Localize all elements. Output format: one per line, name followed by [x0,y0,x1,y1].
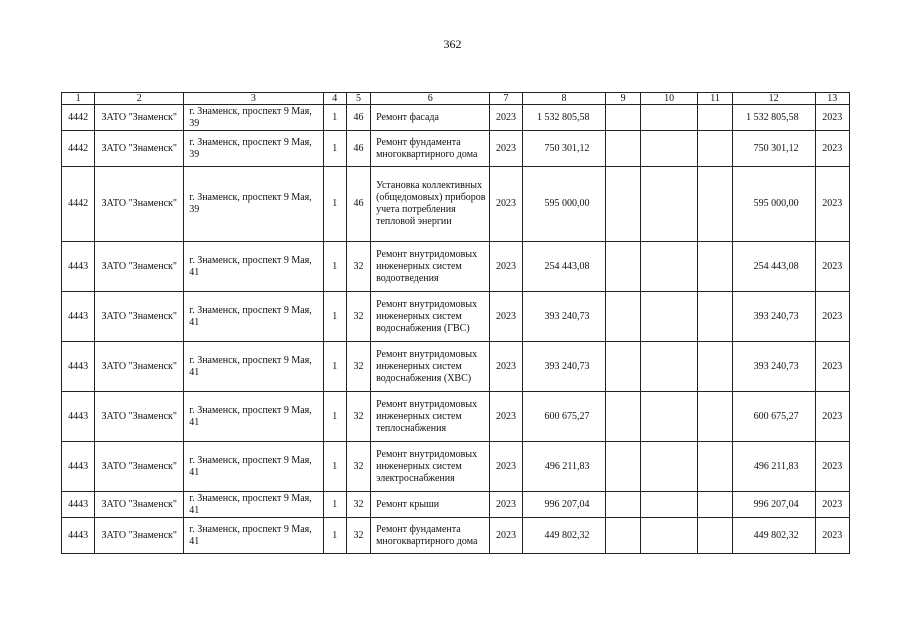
cell-work-type: Ремонт фасада [371,105,490,131]
table-row [62,242,850,292]
cell-col9 [606,105,640,131]
cell-municipality: ЗАТО "Знаменск" [95,342,184,392]
cell-end-year: 2023 [815,392,849,442]
cell-end-year: 2023 [815,292,849,342]
cell-cost: 595 000,00 [522,167,606,242]
cell-cost: 496 211,83 [522,442,606,492]
cell-col10 [640,292,698,342]
cell-col9 [606,342,640,392]
cell-end-year: 2023 [815,342,849,392]
cell-col5: 32 [346,442,370,492]
table-row [62,442,850,492]
cell-col5: 32 [346,242,370,292]
cell-municipality: ЗАТО "Знаменск" [95,292,184,342]
cell-number: 4443 [62,442,95,492]
cell-address: г. Знаменск, проспект 9 Мая, 41 [184,292,323,342]
column-header: 7 [490,93,522,105]
cell-cost: 600 675,27 [522,392,606,442]
cell-total: 595 000,00 [732,167,815,242]
cell-address: г. Знаменск, проспект 9 Мая, 39 [184,167,323,242]
capital-repair-table [61,92,850,554]
cell-col4: 1 [323,242,346,292]
cell-col10 [640,492,698,518]
cell-address: г. Знаменск, проспект 9 Мая, 41 [184,442,323,492]
cell-municipality: ЗАТО "Знаменск" [95,442,184,492]
cell-col9 [606,242,640,292]
cell-total: 496 211,83 [732,442,815,492]
cell-col4: 1 [323,131,346,167]
cell-address: г. Знаменск, проспект 9 Мая, 39 [184,131,323,167]
cell-col9 [606,442,640,492]
cell-number: 4442 [62,167,95,242]
column-header: 2 [95,93,184,105]
cell-col5: 46 [346,167,370,242]
cell-col11 [698,442,732,492]
cell-work-type: Ремонт фундамента многоквартирного дома [371,518,490,554]
cell-total: 393 240,73 [732,342,815,392]
cell-end-year: 2023 [815,105,849,131]
cell-end-year: 2023 [815,167,849,242]
cell-work-type: Установка коллективных (общедомовых) приборов учета потребления тепловой энергии [371,167,490,242]
cell-end-year: 2023 [815,492,849,518]
cell-col5: 32 [346,518,370,554]
cell-year: 2023 [490,242,522,292]
column-header: 1 [62,93,95,105]
cell-work-type: Ремонт внутридомовых инженерных систем электроснабжения [371,442,490,492]
cell-municipality: ЗАТО "Знаменск" [95,492,184,518]
cell-col10 [640,105,698,131]
cell-col5: 46 [346,131,370,167]
cell-col4: 1 [323,292,346,342]
cell-cost: 1 532 805,58 [522,105,606,131]
cell-work-type: Ремонт внутридомовых инженерных систем водоснабжения (ХВС) [371,342,490,392]
cell-col11 [698,492,732,518]
cell-year: 2023 [490,518,522,554]
cell-cost: 449 802,32 [522,518,606,554]
table-row [62,131,850,167]
cell-col10 [640,167,698,242]
cell-year: 2023 [490,167,522,242]
cell-number: 4443 [62,342,95,392]
cell-col11 [698,105,732,131]
cell-col9 [606,392,640,442]
cell-year: 2023 [490,105,522,131]
cell-total: 393 240,73 [732,292,815,342]
cell-col5: 32 [346,392,370,442]
cell-total: 600 675,27 [732,392,815,442]
table-row [62,518,850,554]
cell-municipality: ЗАТО "Знаменск" [95,131,184,167]
cell-col11 [698,342,732,392]
cell-municipality: ЗАТО "Знаменск" [95,392,184,442]
cell-col10 [640,442,698,492]
cell-col5: 32 [346,342,370,392]
cell-number: 4442 [62,105,95,131]
cell-col11 [698,167,732,242]
cell-end-year: 2023 [815,442,849,492]
cell-address: г. Знаменск, проспект 9 Мая, 41 [184,492,323,518]
cell-work-type: Ремонт внутридомовых инженерных систем теплоснабжения [371,392,490,442]
cell-cost: 254 443,08 [522,242,606,292]
cell-year: 2023 [490,131,522,167]
cell-col9 [606,492,640,518]
cell-col11 [698,518,732,554]
cell-end-year: 2023 [815,131,849,167]
column-header: 12 [732,93,815,105]
cell-work-type: Ремонт фундамента многоквартирного дома [371,131,490,167]
column-header: 8 [522,93,606,105]
cell-year: 2023 [490,392,522,442]
cell-col10 [640,242,698,292]
cell-col11 [698,292,732,342]
column-header: 13 [815,93,849,105]
cell-work-type: Ремонт внутридомовых инженерных систем водоотведения [371,242,490,292]
cell-total: 1 532 805,58 [732,105,815,131]
cell-col4: 1 [323,518,346,554]
cell-end-year: 2023 [815,242,849,292]
cell-cost: 996 207,04 [522,492,606,518]
cell-municipality: ЗАТО "Знаменск" [95,105,184,131]
table-row [62,492,850,518]
cell-col4: 1 [323,442,346,492]
cell-col4: 1 [323,492,346,518]
column-header: 3 [184,93,323,105]
column-header: 10 [640,93,698,105]
cell-col4: 1 [323,342,346,392]
column-header: 4 [323,93,346,105]
cell-work-type: Ремонт крыши [371,492,490,518]
column-header: 6 [371,93,490,105]
cell-col5: 46 [346,105,370,131]
table-row [62,342,850,392]
cell-year: 2023 [490,342,522,392]
cell-col11 [698,131,732,167]
table-row [62,167,850,242]
cell-number: 4443 [62,518,95,554]
cell-number: 4443 [62,292,95,342]
cell-col11 [698,392,732,442]
cell-work-type: Ремонт внутридомовых инженерных систем водоснабжения (ГВС) [371,292,490,342]
cell-number: 4443 [62,492,95,518]
cell-municipality: ЗАТО "Знаменск" [95,518,184,554]
cell-col5: 32 [346,492,370,518]
cell-year: 2023 [490,492,522,518]
cell-total: 254 443,08 [732,242,815,292]
cell-total: 449 802,32 [732,518,815,554]
cell-col4: 1 [323,105,346,131]
cell-total: 996 207,04 [732,492,815,518]
cell-year: 2023 [490,292,522,342]
cell-col4: 1 [323,392,346,442]
cell-col5: 32 [346,292,370,342]
cell-col11 [698,242,732,292]
cell-col10 [640,342,698,392]
cell-col9 [606,292,640,342]
cell-year: 2023 [490,442,522,492]
cell-address: г. Знаменск, проспект 9 Мая, 41 [184,392,323,442]
table-row [62,292,850,342]
cell-col4: 1 [323,167,346,242]
cell-address: г. Знаменск, проспект 9 Мая, 41 [184,342,323,392]
cell-col10 [640,518,698,554]
cell-col10 [640,392,698,442]
cell-cost: 393 240,73 [522,292,606,342]
cell-col9 [606,131,640,167]
column-header: 5 [346,93,370,105]
cell-col9 [606,167,640,242]
cell-cost: 750 301,12 [522,131,606,167]
column-header: 11 [698,93,732,105]
table-row [62,392,850,442]
cell-municipality: ЗАТО "Знаменск" [95,167,184,242]
cell-number: 4443 [62,242,95,292]
column-header: 9 [606,93,640,105]
cell-address: г. Знаменск, проспект 9 Мая, 41 [184,518,323,554]
cell-number: 4442 [62,131,95,167]
cell-total: 750 301,12 [732,131,815,167]
page-number: 362 [443,37,462,51]
cell-cost: 393 240,73 [522,342,606,392]
table-row [62,105,850,131]
header-row [62,93,850,105]
cell-municipality: ЗАТО "Знаменск" [95,242,184,292]
cell-col9 [606,518,640,554]
cell-col10 [640,131,698,167]
cell-address: г. Знаменск, проспект 9 Мая, 41 [184,242,323,292]
cell-end-year: 2023 [815,518,849,554]
cell-number: 4443 [62,392,95,442]
cell-address: г. Знаменск, проспект 9 Мая, 39 [184,105,323,131]
